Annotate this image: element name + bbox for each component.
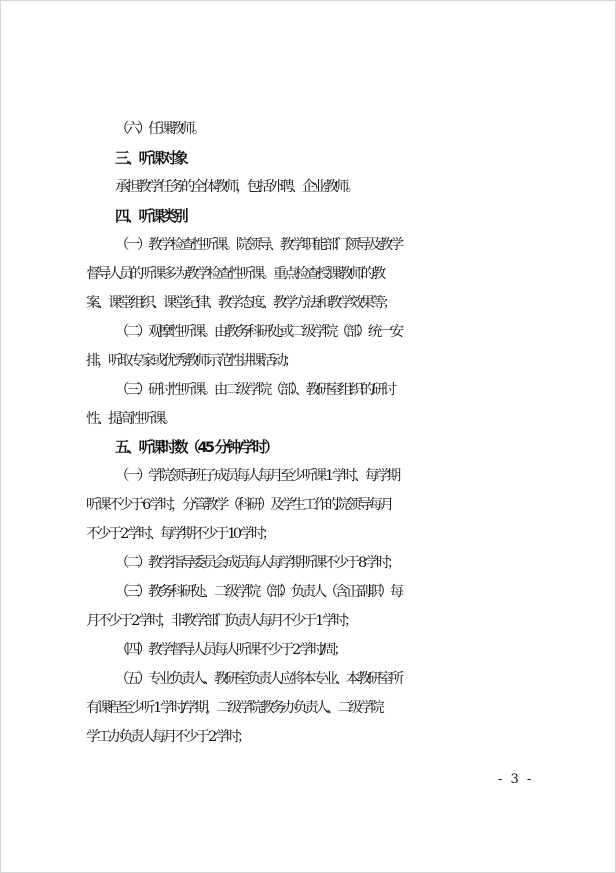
paragraph-line: （三）研讨性听课。由二级学院（部）、教研室组织的研讨 [115,382,394,398]
paragraph-line: 承担教学任务的全体教师，包括外聘、企业教师。 [115,179,357,195]
paragraph-line: 听课不少于 6 学时，分管教学（科研）及学生工作的院领导每月 [86,497,391,513]
paragraph-line: （二）观摩性听课。由教务科研处或二级学院（部）统一安 [115,324,401,340]
paragraph-line: 有课程至少听 1 学时/学期，二级学院教务办负责人、二级学院 [86,700,382,716]
section-heading: 五、听课时数（45 分钟/学时） [115,439,277,456]
paragraph-line: （六）任课教师。 [115,121,203,137]
page-number: - 3 - [498,772,534,787]
section-heading: 三、听课对象 [115,150,186,167]
paragraph-line: （三）教务科研处、二级学院（部）负责人（含正副职）每 [115,584,401,600]
paragraph-line: 督导人员的听课多为教学检查性听课。重点检查授课教师的教 [86,266,383,282]
paragraph-line: （四）教学督导人员每人听课不少于 2 学时/周； [115,642,345,658]
paragraph-line: （二）教学指导委员会成员每人每学期听课不少于 8 学时； [115,555,398,571]
paragraph-line: 排，听取专家或优秀教师示范性讲课活动； [86,353,295,369]
section-heading: 四、听课类别 [115,208,186,225]
paragraph-line: （一）学院领导班子成员每人每月至少听课 1 学时、每学期 [115,468,398,484]
paragraph-line: 不少于 2 学时、每学期不少于 10 学时； [86,526,273,542]
paragraph-line: 学工办负责人每月不少于 2 学时； [86,729,248,745]
paragraph-line: （一）教学检查性听课。院领导、教学职能部门领导及教学 [115,237,401,253]
paragraph-line: 月不少于 2 学时，非教学部门负责人每月不少于 1 学时； [86,613,355,629]
paragraph-line: 性、提高性听课。 [86,411,174,427]
paragraph-line: 案、课堂组织、课堂纪律、教学态度、教学方法和教学效果等； [86,295,394,311]
paragraph-line: （五）专业负责人、教研室负责人应将本专业、本教研室所 [115,671,401,687]
